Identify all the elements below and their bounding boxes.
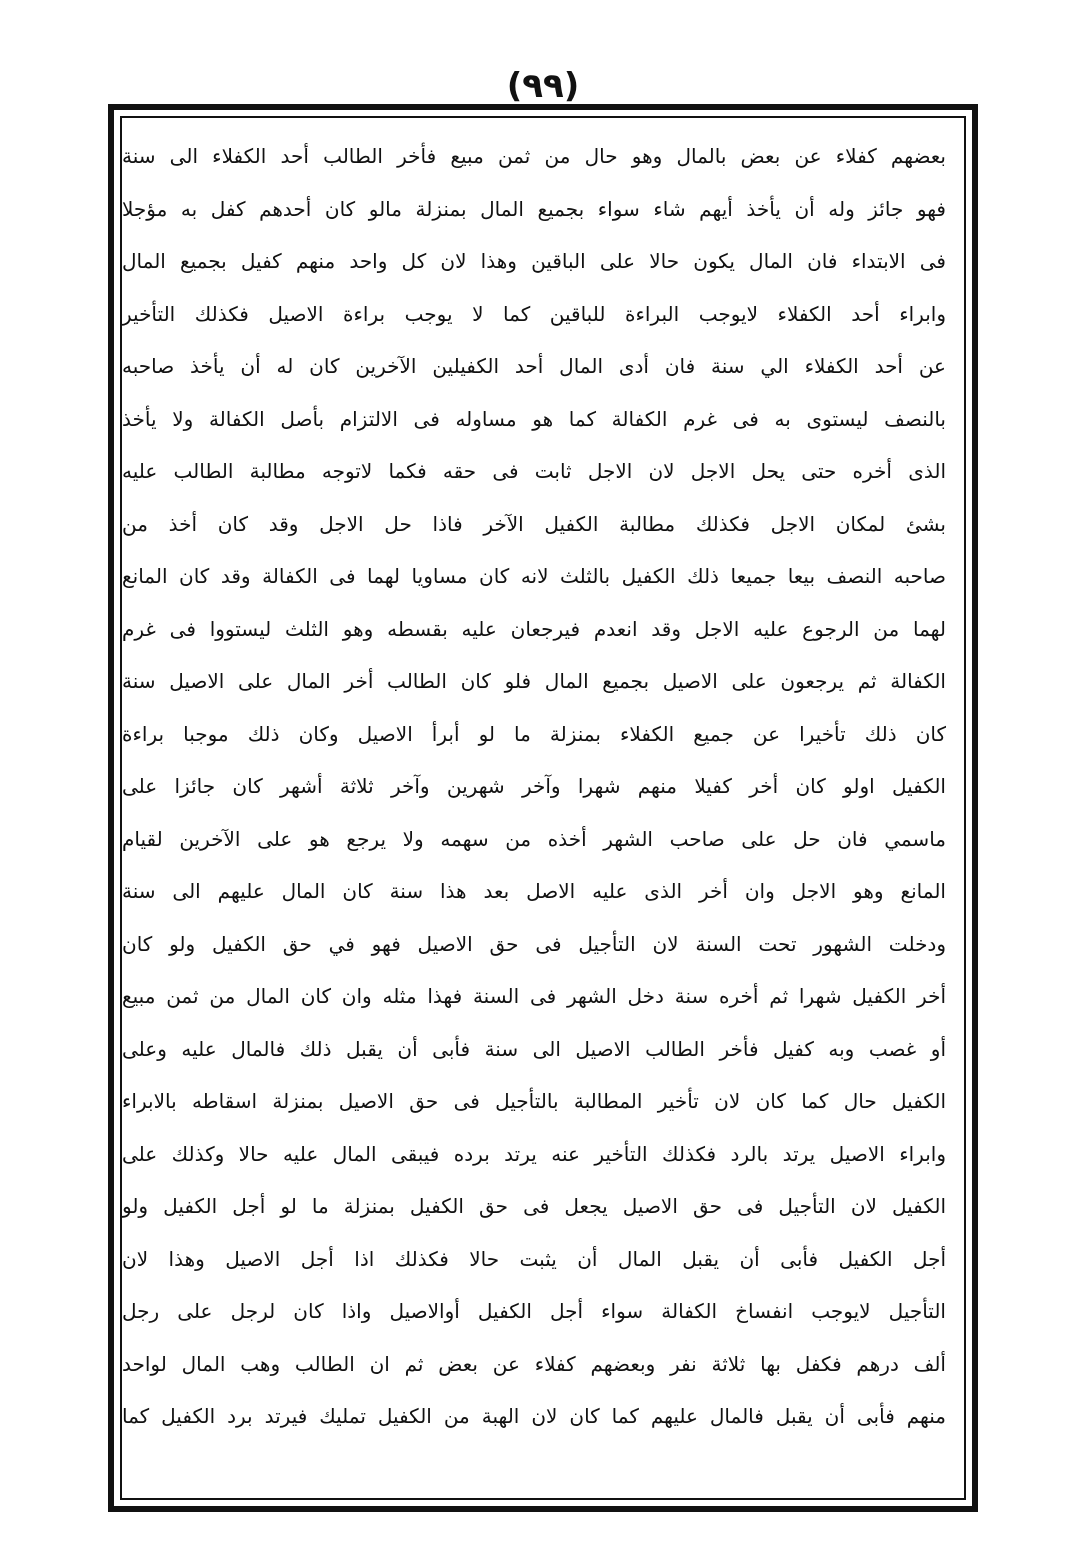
page-number: (٩٩) [506,66,580,106]
text-line: ألف درهم فكفل بها ثلاثة نفر وبعضهم كفلاء عن بعض ثم ان الطالب وهب المال لواحد [122,1351,946,1376]
text-line: منهم فأبى أن يقبل فالمال عليهم كما كان لان الهبة من الكفيل تمليك فيرتد برد الكفيل كما [122,1404,946,1428]
text-line: أجل الكفيل فأبى أن يقبل المال أن يثبت حالا فكذلك اذا أجل الاصيل وهذا لان [122,1246,946,1271]
text-line: الذى أخره حتى يحل الاجل لان الاجل ثابت فى حقه فكما لاتوجه مطالبة الطالب عليه [122,459,946,483]
text-line: بشئ لمكان الاجل فكذلك مطالبة الكفيل الآخر فاذا حل الاجل وقد كان أخذ من [122,511,946,536]
text-line: وابراء أحد الكفلاء لايوجب البراءة للباقين كما لا يوجب براءة الاصيل فكذلك التأخير [122,301,946,326]
text-line: كان ذلك تأخيرا عن جميع الكفلاء بمنزلة ما لو أبرأ الاصيل وكان ذلك موجبا براءة [122,721,946,746]
text-line: المانع وهو الاجل وان أخر الذى عليه الاصل بعد هذا سنة كان المال عليهم الى سنة [122,879,946,903]
text-line: ماسمي فان حل على صاحب الشهر أخذه من سهمه ولا يرجع هو على الآخرين لقيام [122,826,946,851]
body-text [122,130,946,1495]
text-line: الكفيل لان التأجيل فى حق الاصيل يجعل فى حق الكفيل بمنزلة ما لو أجل الكفيل ولو [122,1194,946,1218]
text-line: ودخلت الشهور تحت السنة لان التأجيل فى حق الاصيل فهو في حق الكفيل ولو كان [122,931,946,956]
text-line: فى الابتداء فان المال يكون حالا على الباقين وهذا لان كل واحد منهم كفيل بجميع المال [122,249,946,273]
text-line: أخر الكفيل شهرا ثم أخره سنة دخل الشهر فى السنة فهذا مثله وان كان المال من ثمن مبيع [122,984,946,1008]
text-line: عن أحد الكفلاء الي سنة فان أدى المال أحد الكفيلين الآخرين كان له أن يأخذ صاحبه [122,354,946,378]
text-line: لهما من الرجوع عليه الاجل وقد انعدم فيرجعان عليه بقسطه وهو الثلث ليستووا فى غرم [122,616,946,641]
text-line: التأجيل لايوجب انفساخ الكفالة سواء أجل الكفيل أوالاصيل واذا كان لرجل على رجل [122,1299,946,1323]
text-line: صاحبه النصف بيعا جميعا ذلك الكفيل بالثلث لانه كان مساويا لهما فى الكفالة وقد كان المانع [122,564,946,588]
text-line: أو غصب وبه كفيل فأخر الطالب الاصيل الى سنة فأبى أن يقبل ذلك فالمال عليه وعلى [122,1036,946,1061]
text-line: فهو جائز وله أن يأخذ أيهم شاء سواء بجميع المال بمنزلة مالو كان أحدهم كفل به مؤجلا [122,196,946,221]
text-line: الكفيل اولو كان أخر كفيلا منهم شهرا وآخر شهرين وآخر ثلاثة أشهر كان جائزا على [122,774,946,798]
text-line: الكفيل حال كما كان لان تأخير المطالبة بالتأجيل فى حق الاصيل بمنزلة اسقاطه بالابراء [122,1089,946,1113]
text-line: بالنصف ليستوى به فى غرم الكفالة كما هو مساوله فى الالتزام بأصل الكفالة ولا يأخذ [122,406,946,431]
text-line: بعضهم كفلاء عن بعض بالمال وهو حال من ثمن مبيع فأخر الطالب أحد الكفلاء الى سنة [122,144,946,168]
text-line: وابراء الاصيل يرتد بالرد فكذلك التأخير عنه يرتد برده فيبقى المال عليه حالا وكذلك على [122,1141,946,1166]
text-line: الكفالة ثم يرجعون على الاصيل بجميع المال فلو كان الطالب أخر المال على الاصيل سنة [122,669,946,693]
